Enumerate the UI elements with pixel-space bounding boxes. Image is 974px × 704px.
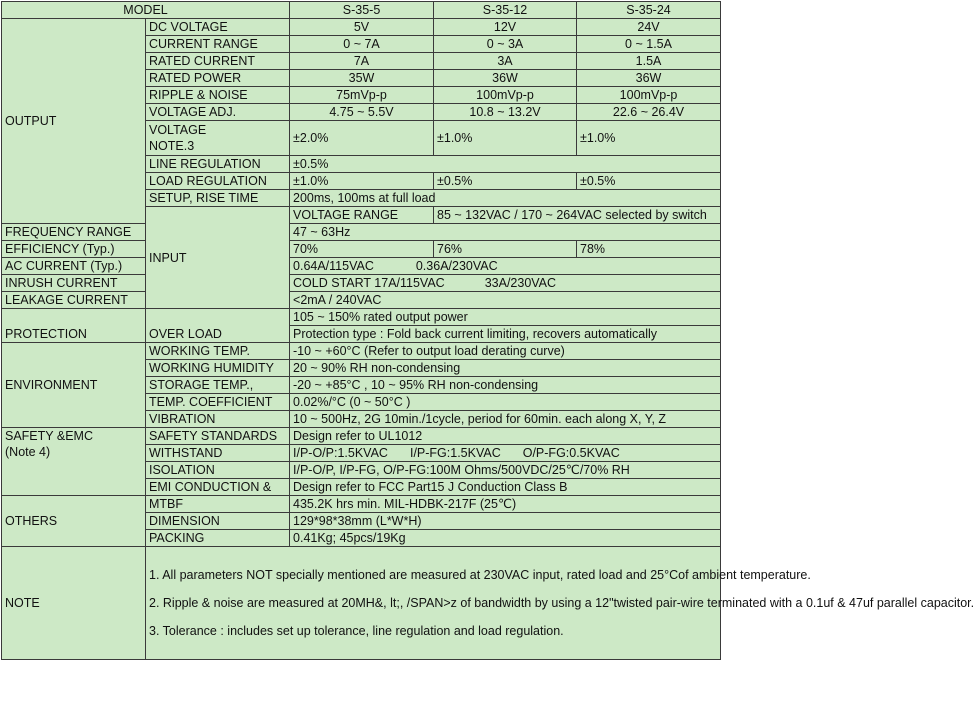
- param-line-regulation: LINE REGULATION: [146, 156, 290, 173]
- value: [290, 258, 721, 275]
- withstand-op-fg: O/P-FG:0.5KVAC: [522, 446, 620, 460]
- param-packing: PACKING: [146, 530, 290, 547]
- value: Design refer to FCC Part15 J Conduction Class B: [290, 479, 721, 496]
- group-safety-emc: [2, 428, 146, 496]
- param-current-range: CURRENT RANGE: [146, 36, 290, 53]
- value: ±0.5%: [290, 156, 721, 173]
- row-leakage-current: [2, 292, 721, 309]
- value: ±1.0%: [434, 121, 577, 156]
- value: -20 ~ +85°C , 10 ~ 95% RH non-condensing: [290, 377, 721, 394]
- inrush-230: 33A/230VAC: [484, 276, 557, 290]
- inrush-115: COLD START 17A/115VAC: [293, 276, 445, 290]
- value: 36W: [434, 70, 577, 87]
- row-safety-standards: [2, 428, 721, 445]
- param-emi-conduction: EMI CONDUCTION &: [146, 479, 290, 496]
- value: 70%: [290, 241, 434, 258]
- value: Protection type : Fold back current limiting, recovers automatically: [290, 326, 721, 343]
- param-working-temp: WORKING TEMP.: [146, 343, 290, 360]
- value: 200ms, 100ms at full load: [290, 190, 721, 207]
- param-ac-current: AC CURRENT (Typ.): [2, 258, 146, 275]
- param-rated-power: RATED POWER: [146, 70, 290, 87]
- param-frequency-range: FREQUENCY RANGE: [2, 224, 146, 241]
- group-note: NOTE: [2, 547, 146, 660]
- value: 12V: [434, 19, 577, 36]
- value: 0 ~ 3A: [434, 36, 577, 53]
- spec-table: [1, 1, 974, 660]
- model-s35-5: S-35-5: [290, 2, 434, 19]
- value: 35W: [290, 70, 434, 87]
- param-withstand: WITHSTAND: [146, 445, 290, 462]
- value: <2mA / 240VAC: [290, 292, 721, 309]
- value: ±1.0%: [577, 121, 721, 156]
- row-efficiency: [2, 241, 721, 258]
- group-output: OUTPUT: [2, 19, 146, 224]
- value: Design refer to UL1012: [290, 428, 721, 445]
- value: 129*98*38mm (L*W*H): [290, 513, 721, 530]
- model-label: MODEL: [2, 2, 290, 19]
- value: 78%: [577, 241, 721, 258]
- value: I/P-O/P, I/P-FG, O/P-FG:100M Ohms/500VDC/25℃/70% RH: [290, 462, 721, 479]
- row-ac-current: [2, 258, 721, 275]
- value: 435.2K hrs min. MIL-HDBK-217F (25℃): [290, 496, 721, 513]
- value: 10 ~ 500Hz, 2G 10min./1cycle, period for 60min. each along X, Y, Z: [290, 411, 721, 428]
- model-s35-12: S-35-12: [434, 2, 577, 19]
- value: ±2.0%: [290, 121, 434, 156]
- param-load-regulation: LOAD REGULATION: [146, 173, 290, 190]
- note-item-2: 2. Ripple & noise are measured at 20MH&, lt;, /SPAN>z of bandwidth by using a 12"twisted pair-wire terminated with a 0.1uf & 47uf parallel capacitor.: [149, 596, 974, 610]
- value: 3A: [434, 53, 577, 70]
- value: 22.6 ~ 26.4V: [577, 104, 721, 121]
- row-frequency-range: [2, 224, 721, 241]
- value: 105 ~ 150% rated output power: [290, 309, 721, 326]
- param-inrush-current: INRUSH CURRENT: [2, 275, 146, 292]
- param-dimension: DIMENSION: [146, 513, 290, 530]
- value: 0.41Kg; 45pcs/19Kg: [290, 530, 721, 547]
- param-storage-temp: STORAGE TEMP.,: [146, 377, 290, 394]
- value: 5V: [290, 19, 434, 36]
- model-s35-24: S-35-24: [577, 2, 721, 19]
- row-overload-1: [2, 309, 721, 326]
- value: 24V: [577, 19, 721, 36]
- row-working-temp: [2, 343, 721, 360]
- value: 1.5A: [577, 53, 721, 70]
- value: 75mVp-p: [290, 87, 434, 104]
- value: 76%: [434, 241, 577, 258]
- ac-current-115: 0.64A/115VAC: [293, 259, 374, 273]
- value: ±0.5%: [434, 173, 577, 190]
- group-input: INPUT: [146, 207, 290, 309]
- value: ±0.5%: [577, 173, 721, 190]
- param-voltage-adj: VOLTAGE ADJ.: [146, 104, 290, 121]
- param-isolation: ISOLATION: [146, 462, 290, 479]
- group-environment: ENVIRONMENT: [2, 343, 146, 428]
- param-temp-coefficient: TEMP. COEFFICIENT: [146, 394, 290, 411]
- param-ripple-noise: RIPPLE & NOISE: [146, 87, 290, 104]
- row-note: [2, 547, 721, 660]
- value: 100mVp-p: [577, 87, 721, 104]
- value: 47 ~ 63Hz: [290, 224, 721, 241]
- param-over-load: OVER LOAD: [146, 309, 290, 343]
- group-safety-line2: (Note 4): [5, 445, 51, 459]
- header-row: [2, 2, 721, 19]
- param-dc-voltage: DC VOLTAGE: [146, 19, 290, 36]
- param-working-humidity: WORKING HUMIDITY: [146, 360, 290, 377]
- row-inrush-current: [2, 275, 721, 292]
- group-safety-line1: SAFETY &EMC: [5, 429, 93, 443]
- value: [290, 445, 721, 462]
- param-mtbf: MTBF: [146, 496, 290, 513]
- param-efficiency: EFFICIENCY (Typ.): [2, 241, 146, 258]
- note-item-1: 1. All parameters NOT specially mentioned are measured at 230VAC input, rated load and 25°Cof ambient temperature.: [149, 568, 811, 582]
- value: 100mVp-p: [434, 87, 577, 104]
- withstand-ip-fg: I/P-FG:1.5KVAC: [409, 446, 501, 460]
- value: [290, 275, 721, 292]
- withstand-ip-op: I/P-O/P:1.5KVAC: [293, 446, 388, 460]
- param-safety-standards: SAFETY STANDARDS: [146, 428, 290, 445]
- row-dc-voltage: [2, 19, 721, 36]
- value: ±1.0%: [290, 173, 434, 190]
- value: 10.8 ~ 13.2V: [434, 104, 577, 121]
- param-rated-current: RATED CURRENT: [146, 53, 290, 70]
- ac-current-230: 0.36A/230VAC: [415, 259, 498, 273]
- value: 0 ~ 7A: [290, 36, 434, 53]
- value: 0 ~ 1.5A: [577, 36, 721, 53]
- value: 36W: [577, 70, 721, 87]
- value: -10 ~ +60°C (Refer to output load derating curve): [290, 343, 721, 360]
- group-protection: PROTECTION: [2, 309, 146, 343]
- note-item-3: 3. Tolerance : includes set up tolerance, line regulation and load regulation.: [149, 624, 564, 638]
- row-mtbf: [2, 496, 721, 513]
- param-voltage-tolerance: [146, 121, 290, 156]
- note-box: [146, 547, 974, 660]
- param-setup-rise: SETUP, RISE TIME: [146, 190, 290, 207]
- param-voltage-line2: NOTE.3: [149, 139, 195, 153]
- value: 7A: [290, 53, 434, 70]
- param-vibration: VIBRATION: [146, 411, 290, 428]
- group-others: OTHERS: [2, 496, 146, 547]
- value: 20 ~ 90% RH non-condensing: [290, 360, 721, 377]
- value: 85 ~ 132VAC / 170 ~ 264VAC selected by switch: [434, 207, 721, 224]
- param-leakage-current: LEAKAGE CURRENT: [2, 292, 146, 309]
- param-voltage-range: VOLTAGE RANGE: [290, 207, 434, 224]
- param-voltage-line1: VOLTAGE: [149, 123, 207, 137]
- value: 0.02%/°C (0 ~ 50°C ): [290, 394, 721, 411]
- value: 4.75 ~ 5.5V: [290, 104, 434, 121]
